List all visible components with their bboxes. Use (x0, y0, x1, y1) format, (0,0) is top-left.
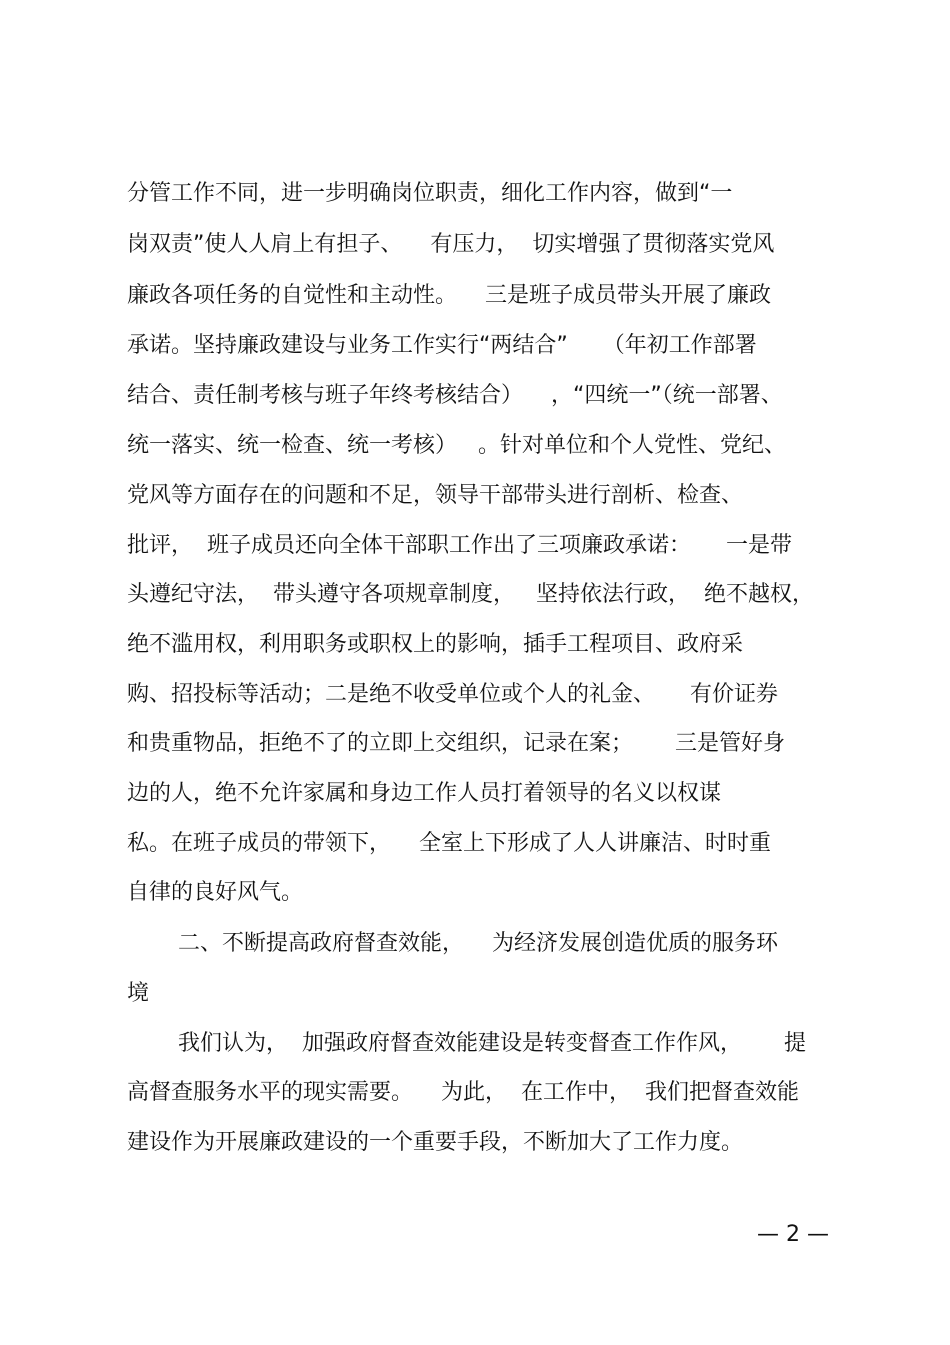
text-line: 统一落实、统一检查、统一考核） 。针对单位和个人党性、党纪、 (127, 433, 786, 458)
text-line: 边的人，绝不允许家属和身边工作人员打着领导的名义以权谋 (127, 781, 722, 806)
text-line: 廉政各项任务的自觉性和主动性。 三是班子成员带头开展了廉政 (127, 283, 771, 308)
text-line: 建设作为开展廉政建设的一个重要手段，不断加大了工作力度。 (127, 1130, 744, 1155)
text-line: 购、招投标等活动；二是绝不收受单位或个人的礼金、 有价证券 (127, 682, 778, 707)
text-line: 我们认为， 加强政府督查效能建设是转变督查工作作风， 提 (178, 1031, 806, 1056)
page-number: — 2 — (757, 1222, 829, 1247)
text-line: 党风等方面存在的问题和不足，领导干部带头进行剖析、检查、 (127, 483, 744, 508)
section-heading: 二、不断提高政府督查效能， 为经济发展创造优质的服务环 (178, 931, 778, 956)
text-line: 分管工作不同，进一步明确岗位职责，细化工作内容，做到“一 (127, 181, 733, 206)
text-line: 高督查服务水平的现实需要。 为此， 在工作中， 我们把督查效能 (127, 1080, 799, 1105)
text-line: 承诺。坚持廉政建设与业务工作实行“两结合” （年初工作部署 (127, 333, 757, 358)
text-line: 头遵纪守法， 带头遵守各项规章制度， 坚持依法行政， 绝不越权， (127, 582, 814, 607)
text-line: 结合、责任制考核与班子年终考核结合） ，“四统一”（统一部署、 (127, 383, 783, 408)
text-line: 岗双责”使人人肩上有担子、 有压力， 切实增强了贯彻落实党风 (127, 232, 775, 257)
text-line: 和贵重物品，拒绝不了的立即上交组织，记录在案； 三是管好身 (127, 731, 785, 756)
text-line: 私。在班子成员的带领下， 全室上下形成了人人讲廉洁、时时重 (127, 831, 771, 856)
text-line: 绝不滥用权，利用职务或职权上的影响，插手工程项目、政府采 (127, 632, 744, 657)
section-heading-continuation: 境 (127, 981, 150, 1006)
text-line: 自律的良好风气。 (127, 880, 304, 905)
text-line: 批评， 班子成员还向全体干部职工作出了三项廉政承诺： 一是带 (127, 533, 792, 558)
